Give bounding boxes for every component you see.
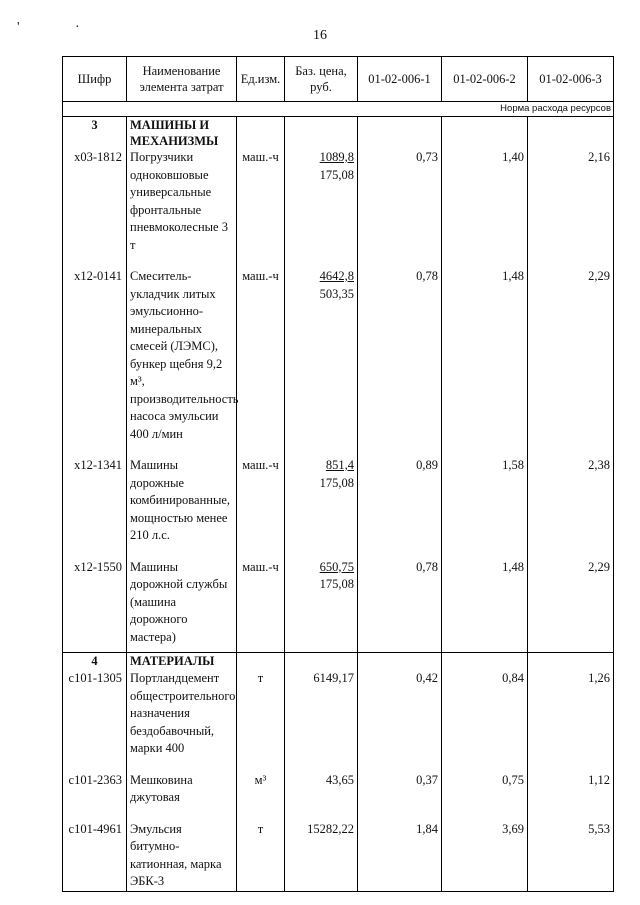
row-unit: т xyxy=(237,670,285,758)
table-row xyxy=(63,670,614,758)
row-code: х12-1550 xyxy=(63,559,127,647)
section-header-row xyxy=(63,117,614,150)
row-unit: маш.-ч xyxy=(237,457,285,545)
table-header-row xyxy=(63,57,614,102)
row-v1: 0,73 xyxy=(358,149,442,254)
row-v1: 0,89 xyxy=(358,457,442,545)
table-row xyxy=(63,268,614,443)
row-unit: маш.-ч xyxy=(237,559,285,647)
row-code: с101-1305 xyxy=(63,670,127,758)
header-col3: 01-02-006-3 xyxy=(528,57,614,102)
row-v3: 2,29 xyxy=(528,559,614,647)
row-v1: 0,78 xyxy=(358,559,442,647)
row-price: 15282,22 xyxy=(285,821,358,892)
row-unit: т xyxy=(237,821,285,892)
row-price-cell xyxy=(285,457,358,545)
scan-marks: ' · xyxy=(17,20,106,35)
row-v2: 0,84 xyxy=(442,670,528,758)
row-v3: 1,12 xyxy=(528,772,614,807)
row-v1: 0,42 xyxy=(358,670,442,758)
row-v2: 3,69 xyxy=(442,821,528,892)
header-name: Наименование элемента затрат xyxy=(127,57,237,102)
row-price: 1089,8 xyxy=(319,150,354,164)
header-price: Баз. цена, руб. xyxy=(285,57,358,102)
section-title: МАТЕРИАЛЫ xyxy=(127,652,237,670)
row-code: х12-1341 xyxy=(63,457,127,545)
row-name: Машины дорожные комбинированные, мощностью менее 210 л.с. xyxy=(127,457,237,545)
row-v3: 2,38 xyxy=(528,457,614,545)
row-name: Мешковина джутовая xyxy=(127,772,237,807)
row-v1: 1,84 xyxy=(358,821,442,892)
row-price: 650,75 xyxy=(319,559,354,574)
header-col1: 01-02-006-1 xyxy=(358,57,442,102)
row-v3: 2,16 xyxy=(528,149,614,254)
row-code: с101-2363 xyxy=(63,772,127,807)
page-number: 16 xyxy=(313,28,327,43)
row-price: 851,4 xyxy=(325,458,354,472)
row-price-cell xyxy=(285,559,358,647)
norm-label: Норма расхода ресурсов xyxy=(63,102,614,117)
row-name: Эмульсия битумно-катионная, марка ЭБК-3 xyxy=(127,821,237,892)
table-row xyxy=(63,559,614,647)
row-name: Смеситель-укладчик литых эмульсионно-минеральных смесей (ЛЭМС), бункер щебня 9,2 м³, производительность насоса эмульсии 400 л/мин xyxy=(127,268,237,443)
table-row xyxy=(63,149,614,254)
row-price: 43,65 xyxy=(285,772,358,807)
table-row xyxy=(63,821,614,892)
row-name: Портландцемент общестроительного назначения бездобавочный, марки 400 xyxy=(127,670,237,758)
row-v3: 1,26 xyxy=(528,670,614,758)
row-name: Погрузчики одноковшовые универсальные фронтальные пневмоколесные 3 т xyxy=(127,149,237,254)
row-v2: 1,48 xyxy=(442,559,528,647)
header-unit: Ед.изм. xyxy=(237,57,285,102)
row-code: с101-4961 xyxy=(63,821,127,892)
resource-table xyxy=(62,56,614,892)
row-price-sub: 175,08 xyxy=(319,167,354,182)
row-unit: м³ xyxy=(237,772,285,807)
row-v3: 5,53 xyxy=(528,821,614,892)
row-code: х12-0141 xyxy=(63,268,127,443)
table-row xyxy=(63,457,614,545)
row-price: 6149,17 xyxy=(285,670,358,758)
row-v1: 0,78 xyxy=(358,268,442,443)
norm-row xyxy=(63,102,614,117)
row-v2: 1,48 xyxy=(442,268,528,443)
row-v2: 0,75 xyxy=(442,772,528,807)
row-unit: маш.-ч xyxy=(237,149,285,254)
row-code: х03-1812 xyxy=(63,149,127,254)
header-col2: 01-02-006-2 xyxy=(442,57,528,102)
row-unit: маш.-ч xyxy=(237,268,285,443)
section-number: 3 xyxy=(63,117,127,150)
row-v3: 2,29 xyxy=(528,268,614,443)
row-v2: 1,40 xyxy=(442,149,528,254)
row-price-cell xyxy=(285,149,358,254)
section-title: МАШИНЫ И МЕХАНИЗМЫ xyxy=(127,117,237,150)
row-price: 4642,8 xyxy=(319,269,354,283)
row-v1: 0,37 xyxy=(358,772,442,807)
header-code: Шифр xyxy=(63,57,127,102)
row-price-sub: 175,08 xyxy=(319,577,354,591)
section-number: 4 xyxy=(63,652,127,670)
row-v2: 1,58 xyxy=(442,457,528,545)
table-row xyxy=(63,772,614,807)
row-price-sub: 503,35 xyxy=(319,286,354,301)
section-header-row xyxy=(63,652,614,670)
row-price-sub: 175,08 xyxy=(319,475,354,490)
row-name: Машины дорожной службы (машина дорожного мастера) xyxy=(127,559,237,647)
row-price-cell xyxy=(285,268,358,443)
